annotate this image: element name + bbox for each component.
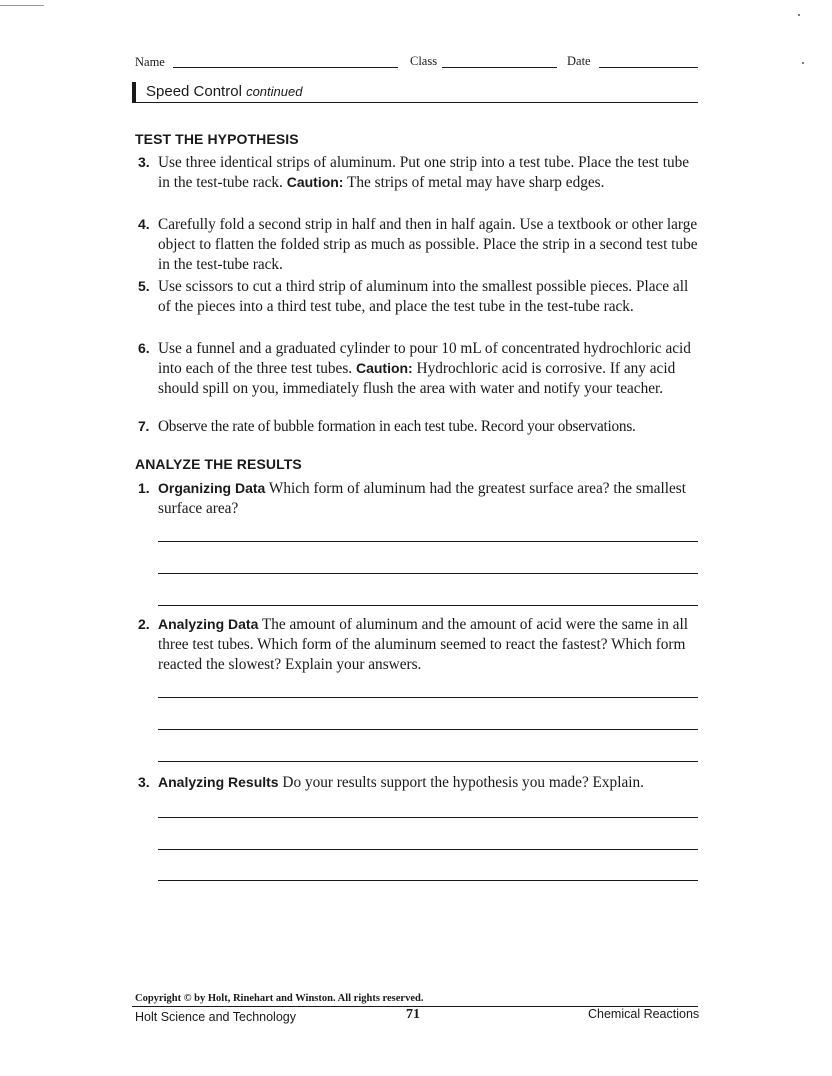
class-field[interactable] — [442, 67, 557, 68]
question-label: Analyzing Results — [158, 774, 279, 790]
name-field[interactable] — [173, 67, 398, 68]
title-main: Speed Control — [146, 83, 242, 100]
question-3 — [138, 773, 700, 793]
step-4 — [138, 215, 700, 274]
question-label: Analyzing Data — [158, 616, 259, 632]
answer-line[interactable] — [158, 697, 698, 698]
answer-line[interactable] — [158, 849, 698, 850]
title-tab-marker — [132, 82, 136, 102]
scan-artifact-line — [0, 5, 44, 6]
answer-line[interactable] — [158, 573, 698, 574]
page-title — [146, 83, 302, 100]
step-text: Use a funnel and a graduated cylinder to pour 10 mL of concentrated hydrochloric acid into each of the three test tubes. — [158, 340, 691, 377]
scan-artifact-dot — [802, 62, 804, 64]
step-number: 5. — [138, 278, 150, 294]
step-text: Observe the rate of bubble formation in each test tube. Record your observations. — [158, 418, 636, 435]
title-bar — [132, 82, 698, 103]
copyright-notice: Copyright © by Holt, Rinehart and Winston. All rights reserved. — [135, 993, 424, 1004]
test-hypothesis-heading: TEST THE HYPOTHESIS — [135, 131, 299, 147]
question-number: 1. — [138, 480, 150, 496]
question-text: The amount of aluminum and the amount of acid were the same in all three test tubes. Which form of the aluminum seemed to react the fastest? Which form reacted the slowest? Explain your answers. — [158, 616, 688, 673]
name-label: Name — [135, 55, 165, 69]
page-number: 71 — [406, 1007, 420, 1022]
class-label: Class — [410, 54, 438, 68]
question-label: Organizing Data — [158, 480, 266, 496]
caution-label: Caution: — [355, 359, 413, 376]
question-1 — [138, 479, 700, 519]
answer-line[interactable] — [158, 541, 698, 542]
step-6 — [138, 339, 700, 398]
step-5 — [138, 277, 700, 317]
scan-artifact-dot — [798, 14, 800, 16]
step-7 — [138, 417, 700, 437]
step-3 — [138, 153, 700, 193]
title-continued: continued — [246, 84, 303, 99]
date-field[interactable] — [599, 67, 698, 68]
answer-line[interactable] — [158, 761, 698, 762]
question-text: Do your results support the hypothesis you made? Explain. — [278, 774, 644, 791]
caution-label: Caution: — [286, 173, 344, 190]
question-number: 3. — [138, 774, 150, 790]
question-number: 2. — [138, 616, 150, 632]
step-text: Use scissors to cut a third strip of aluminum into the smallest possible pieces. Place all of the pieces into a third test tube, and place the test tube in the test-tube rack. — [158, 278, 689, 315]
step-text: The strips of metal may have sharp edges. — [343, 173, 605, 191]
answer-line[interactable] — [158, 605, 698, 606]
question-text: Which form of aluminum had the greatest surface area? the smallest surface area? — [158, 480, 687, 517]
publisher-name: Holt Science and Technology — [135, 1010, 296, 1024]
answer-line[interactable] — [158, 729, 698, 730]
analyze-results-heading: ANALYZE THE RESULTS — [135, 456, 302, 472]
step-number: 4. — [138, 216, 150, 232]
step-text: Use three identical strips of aluminum. Put one strip into a test tube. Place the test tube in the test-tube rack. — [158, 154, 690, 191]
chapter-title: Chemical Reactions — [588, 1007, 700, 1021]
date-label: Date — [567, 54, 591, 68]
answer-line[interactable] — [158, 880, 698, 881]
step-number: 3. — [138, 154, 150, 170]
step-number: 6. — [138, 340, 150, 356]
step-number: 7. — [138, 418, 150, 434]
answer-line[interactable] — [158, 817, 698, 818]
step-text: Carefully fold a second strip in half and then in half again. Use a textbook or other large object to flatten the folded strip as much as possible. Place the strip in a second test tube in the test-tube rack. — [158, 216, 698, 273]
step-text: Hydrochloric acid is corrosive. If any acid should spill on you, immediately flush the area with water and notify your teacher. — [158, 359, 676, 397]
question-2 — [138, 615, 700, 674]
